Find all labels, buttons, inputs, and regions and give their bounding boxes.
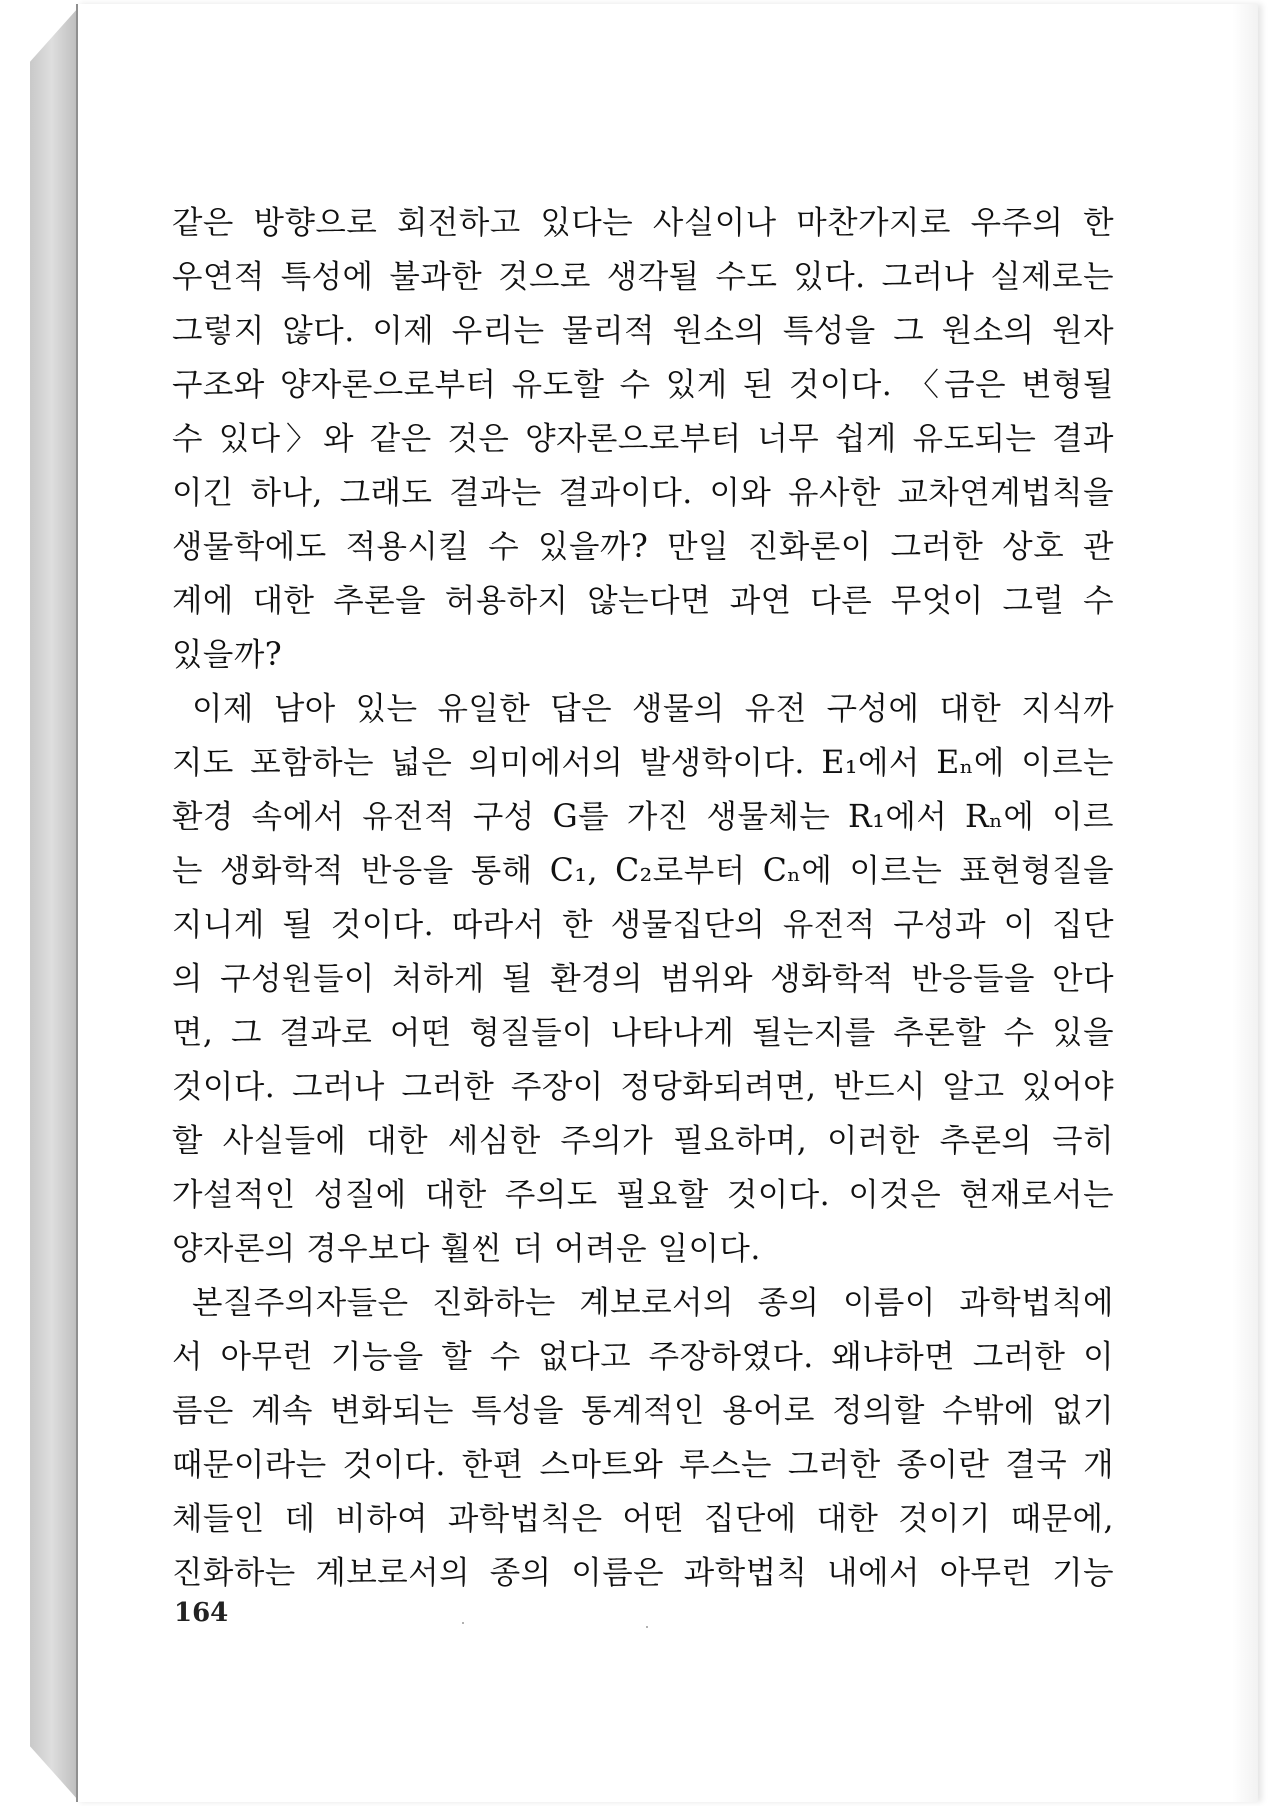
text-line: 가설적인 성질에 대한 주의도 필요할 것이다. 이것은 현재로서는 bbox=[172, 1177, 1114, 1213]
text-line: 름은 계속 변화되는 특성을 통계적인 용어로 정의할 수밖에 없기 bbox=[172, 1393, 1114, 1429]
paragraph-start-line: 본질주의자들은 진화하는 계보로서의 종의 이름이 과학법칙에 bbox=[192, 1285, 1114, 1321]
book-spine bbox=[30, 8, 78, 1800]
page-number: 164 bbox=[174, 1598, 229, 1628]
paragraph-start-line: 이제 남아 있는 유일한 답은 생물의 유전 구성에 대한 지식까 bbox=[192, 691, 1114, 727]
text-line: 할 사실들에 대한 세심한 주의가 필요하며, 이러한 추론의 극히 bbox=[172, 1123, 1115, 1159]
body-text bbox=[172, 196, 1114, 1600]
text-line: 지니게 될 것이다. 따라서 한 생물집단의 유전적 구성과 이 집단 bbox=[172, 907, 1114, 943]
text-line: 지도 포함하는 넓은 의미에서의 발생학이다. E₁에서 Eₙ에 이르는 bbox=[172, 745, 1114, 781]
text-line: 때문이라는 것이다. 한편 스마트와 루스는 그러한 종이란 결국 개 bbox=[172, 1447, 1114, 1483]
scan-speck bbox=[646, 1626, 648, 1628]
text-line: 체들인 데 비하여 과학법칙은 어떤 집단에 대한 것이기 때문에, bbox=[172, 1501, 1115, 1537]
text-line: 수 있다〉와 같은 것은 양자론으로부터 너무 쉽게 유도되는 결과 bbox=[172, 421, 1114, 457]
page-edge-shadow bbox=[1232, 4, 1258, 1802]
text-line: 같은 방향으로 회전하고 있다는 사실이나 마찬가지로 우주의 한 bbox=[172, 205, 1114, 241]
text-line: 서 아무런 기능을 할 수 없다고 주장하였다. 왜냐하면 그러한 이 bbox=[172, 1339, 1114, 1375]
text-line: 이긴 하나, 그래도 결과는 결과이다. 이와 유사한 교차연계법칙을 bbox=[172, 475, 1114, 511]
text-line: 것이다. 그러나 그러한 주장이 정당화되려면, 반드시 알고 있어야 bbox=[172, 1069, 1114, 1105]
text-line: 생물학에도 적용시킬 수 있을까? 만일 진화론이 그러한 상호 관 bbox=[172, 529, 1114, 565]
text-line: 진화하는 계보로서의 종의 이름은 과학법칙 내에서 아무런 기능 bbox=[172, 1555, 1114, 1591]
text-line: 환경 속에서 유전적 구성 G를 가진 생물체는 R₁에서 Rₙ에 이르 bbox=[172, 799, 1114, 835]
scan-speck bbox=[462, 1622, 464, 1624]
text-line: 는 생화학적 반응을 통해 C₁, C₂로부터 Cₙ에 이르는 표현형질을 bbox=[172, 853, 1114, 889]
text-line: 있을까? bbox=[172, 637, 283, 673]
text-line: 그렇지 않다. 이제 우리는 물리적 원소의 특성을 그 원소의 원자 bbox=[172, 313, 1114, 349]
text-line: 의 구성원들이 처하게 될 환경의 범위와 생화학적 반응들을 안다 bbox=[172, 961, 1114, 997]
text-line: 구조와 양자론으로부터 유도할 수 있게 된 것이다. 〈금은 변형될 bbox=[172, 367, 1114, 403]
text-line: 우연적 특성에 불과한 것으로 생각될 수도 있다. 그러나 실제로는 bbox=[172, 259, 1114, 295]
text-line: 면, 그 결과로 어떤 형질들이 나타나게 될는지를 추론할 수 있을 bbox=[172, 1015, 1114, 1051]
text-line: 계에 대한 추론을 허용하지 않는다면 과연 다른 무엇이 그럴 수 bbox=[172, 583, 1114, 619]
text-line: 양자론의 경우보다 훨씬 더 어려운 일이다. bbox=[172, 1231, 761, 1267]
